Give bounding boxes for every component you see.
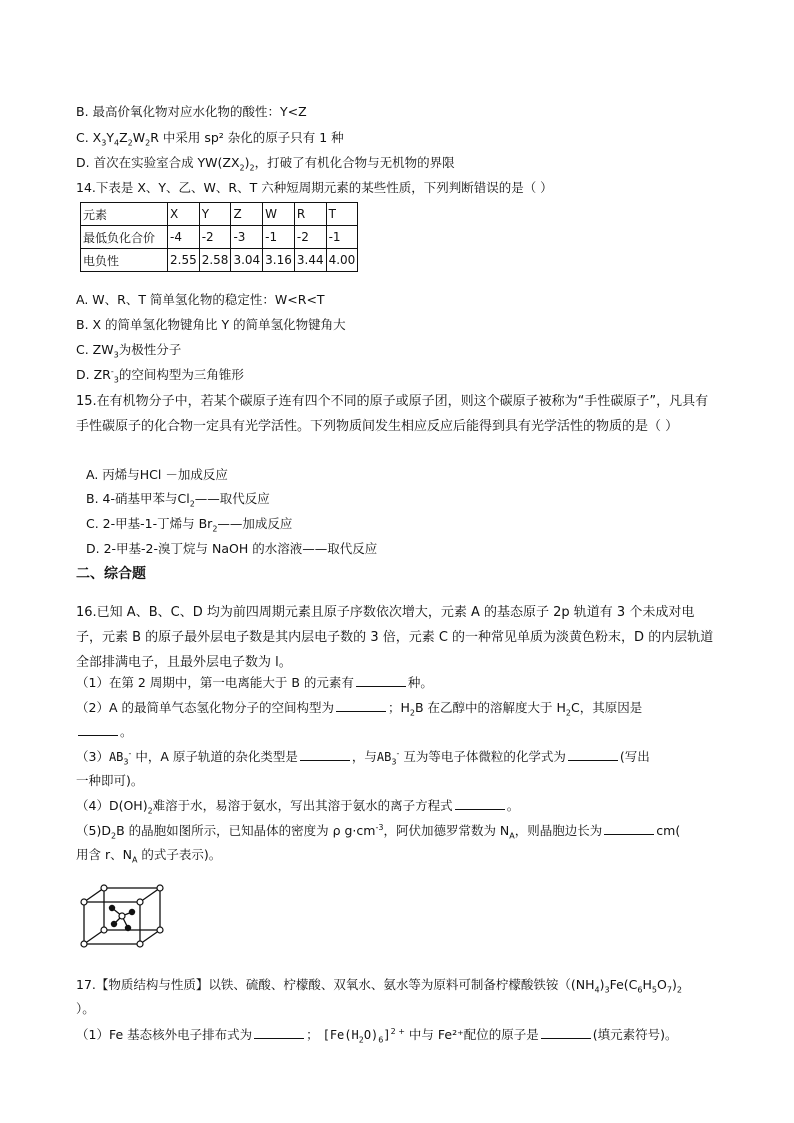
answer-blank[interactable] xyxy=(300,749,350,761)
table-cell: T xyxy=(326,203,358,226)
q14-option-c: C. $ZW_3$为极性分子 xyxy=(76,342,182,360)
crystal-cell-figure xyxy=(76,884,172,960)
q14-option-a: A. W、R、T 简单氢化物的稳定性：W<R<T xyxy=(76,292,325,307)
section-title: 二、综合题 xyxy=(76,566,146,582)
q14-element-table xyxy=(80,202,358,272)
q15-option-c: C. 2-甲基-1-丁烯与 $Br_2——$加成反应 xyxy=(86,516,293,534)
table-cell: Y xyxy=(199,203,231,226)
table-cell: W xyxy=(263,203,295,226)
q16-part5-end: 用含 r、$N_A$ 的式子表示)。 xyxy=(76,847,222,865)
table-cell: 3.16 xyxy=(263,249,295,272)
table-cell: -3 xyxy=(231,226,263,249)
table-cell: 2.58 xyxy=(199,249,231,272)
q16-part1: （1）在第 2 周期中，第一电离能大于 B 的元素有 种。 xyxy=(76,675,433,690)
table-row xyxy=(81,249,358,272)
table-cell: 4.00 xyxy=(326,249,358,272)
answer-blank[interactable] xyxy=(568,749,618,761)
table-row xyxy=(81,226,358,249)
answer-blank[interactable] xyxy=(541,1027,591,1039)
q16-part5: $(5)D_2B$ 的晶胞如图所示，已知晶体的密度为 ρ $g\cdot cm^{-3}$，阿伏加德罗常数为 $N_A$，则晶胞边长为 cm( xyxy=(76,822,681,841)
table-cell: Z xyxy=(231,203,263,226)
table-cell: 最低负化合价 xyxy=(81,226,168,249)
q17-stem: 17.【物质结构与性质】以铁、硫酸、柠檬酸、双氧水、氨水等为原料可制备柠檬酸铁铵（$(NH_4)_3Fe(C_6H_5O_7)_2$ xyxy=(76,977,682,995)
q15-option-a: A. 丙烯与HCl －加成反应 xyxy=(86,467,228,482)
q16-part3: $(3)AB_3^-$ 中，A 原子轨道的杂化类型是 ，与$AB_3^-$ 互为等电子体微粒的化学式为 (写出 xyxy=(76,748,650,767)
q13-option-c: C. $X_3Y_4Z_2W_2R$ 中采用 sp² 杂化的原子只有 1 种 xyxy=(76,130,344,148)
table-cell: X xyxy=(168,203,200,226)
table-cell: 3.44 xyxy=(294,249,326,272)
table-cell: -2 xyxy=(294,226,326,249)
q14-stem: 14.下表是 X、Y、乙、W、R、T 六种短周期元素的某些性质，下列判断错误的是（ ） xyxy=(76,180,553,195)
table-cell: R xyxy=(294,203,326,226)
q15-option-d: D. 2-甲基-2-溴丁烷与 NaOH 的水溶液——取代反应 xyxy=(86,541,378,556)
q15-stem: 15.在有机物分子中，若某个碳原子连有四个不同的原子或原子团，则这个碳原子被称为“手性碳原子”，凡具有手性碳原子的化合物一定具有光学活性。下列物质间发生相应反应后能得到具有光学活性的物质的是（ ） xyxy=(76,394,709,434)
table-cell: -2 xyxy=(199,226,231,249)
table-cell: 电负性 xyxy=(81,249,168,272)
answer-blank[interactable] xyxy=(604,823,654,835)
q15-option-b: B. 4-硝基甲苯与$Cl_2——$取代反应 xyxy=(86,491,270,509)
table-cell: 3.04 xyxy=(231,249,263,272)
answer-blank[interactable] xyxy=(336,700,386,712)
q13-option-d: D. 首次在实验室合成 $YW(ZX_2)_2$，打破了有机化合物与无机物的界限 xyxy=(76,155,455,173)
answer-blank[interactable] xyxy=(455,798,505,810)
q14-option-b: B. X 的简单氢化物键角比 Y 的简单氢化物键角大 xyxy=(76,317,346,332)
table-cell: -1 xyxy=(326,226,358,249)
answer-blank[interactable] xyxy=(254,1027,304,1039)
q13-option-b: B. 最高价氧化物对应水化物的酸性：Y<Z xyxy=(76,104,307,119)
table-cell: 元素 xyxy=(81,203,168,226)
table-cell: 2.55 xyxy=(168,249,200,272)
q16-part3-end: 一种即可)。 xyxy=(76,773,144,788)
q14-option-d: D. $ZR^-_3$的空间构型为三角锥形 xyxy=(76,366,244,385)
table-cell: -4 xyxy=(168,226,200,249)
table-row xyxy=(81,203,358,226)
answer-blank[interactable] xyxy=(78,724,118,736)
answer-blank[interactable] xyxy=(356,675,406,687)
table-cell: -1 xyxy=(263,226,295,249)
q17-stem-end: ）。 xyxy=(76,1001,95,1016)
q17-part1: （1）Fe 基态核外电子排布式为 ； $[Fe(H_2O)_6]^{2 +}$ 中与 Fe²⁺配位的原子是 (填元素符号)。 xyxy=(76,1026,678,1045)
q16-part2: （2）A 的最简单气态氢化物分子的空间构型为 ；$H_2B$ 在乙醇中的溶解度大于 $H_2C$，其原因是 xyxy=(76,700,643,718)
q16-part2-end: 。 xyxy=(76,723,133,741)
q16-part4: $(4)D(OH)_2$难溶于水，易溶于氨水，写出其溶于氨水的离子方程式 。 xyxy=(76,798,520,816)
q16-stem: 16.已知 A、B、C、D 均为前四周期元素且原子序数依次增大，元素 A 的基态原子 2p 轨道有 3 个未成对电子，元素 B 的原子最外层电子数是其内层电子数的 3 倍，元素 C 的一种常见单质为淡黄色粉末，D 的内层轨道全部排满电子，且最外层电子数为 l。 xyxy=(76,605,714,670)
